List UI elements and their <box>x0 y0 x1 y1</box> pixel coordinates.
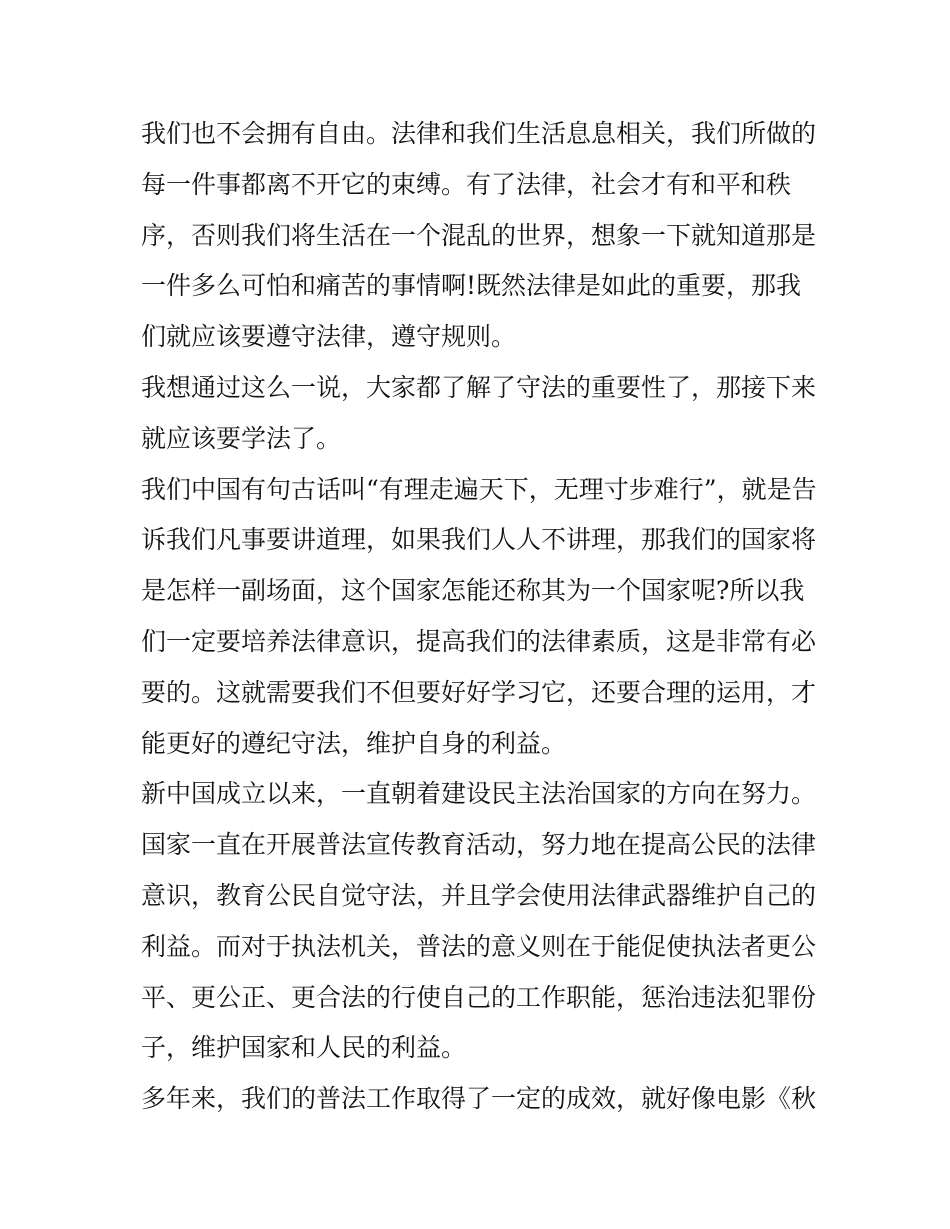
text-line: 一件多么可怕和痛苦的事情啊!既然法律是如此的重要，那我 <box>141 271 802 301</box>
text-line: 每一件事都离不开它的束缚。有了法律，社会才有和平和秩 <box>141 169 792 199</box>
text-line: 们就应该要遵守法律，遵守规则。 <box>141 322 517 352</box>
text-line: 子，维护国家和人民的利益。 <box>141 1033 467 1063</box>
text-line: 诉我们凡事要讲道理，如果我们人人不讲理，那我们的国家将 <box>141 525 817 555</box>
text-line: 国家一直在开展普法宣传教育活动，努力地在提高公民的法律 <box>141 830 817 860</box>
text-line: 们一定要培养法律意识，提高我们的法律素质，这是非常有必 <box>141 626 817 656</box>
text-line: 我们也不会拥有自由。法律和我们生活息息相关，我们所做的 <box>141 119 817 148</box>
text-line: 新中国成立以来，一直朝着建设民主法治国家的方向在努力。 <box>141 779 817 809</box>
text-line: 能更好的遵纪守法，维护自身的利益。 <box>141 728 567 758</box>
text-line: 是怎样一副场面，这个国家怎能还称其为一个国家呢?所以我 <box>141 576 805 606</box>
text-line: 平、更公正、更合法的行使自己的工作职能，惩治违法犯罪份 <box>141 982 817 1012</box>
document-body <box>141 109 821 1125</box>
text-line: 要的。这就需要我们不但要好好学习它，还要合理的运用，才 <box>141 677 817 707</box>
text-line: 利益。而对于执法机关，普法的意义则在于能促使执法者更公 <box>141 931 817 961</box>
text-line: 就应该要学法了。 <box>141 423 342 453</box>
text-line: 意识，教育公民自觉守法，并且学会使用法律武器维护自己的 <box>141 880 817 910</box>
text-line: 序，否则我们将生活在一个混乱的世界，想象一下就知道那是 <box>141 220 817 250</box>
text-line: 我们中国有句古话叫“有理走遍天下，无理寸步难行”，就是告 <box>141 474 817 504</box>
text-line: 多年来，我们的普法工作取得了一定的成效，就好像电影《秋 <box>141 1084 817 1114</box>
text-line: 我想通过这么一说，大家都了解了守法的重要性了，那接下来 <box>141 372 817 402</box>
